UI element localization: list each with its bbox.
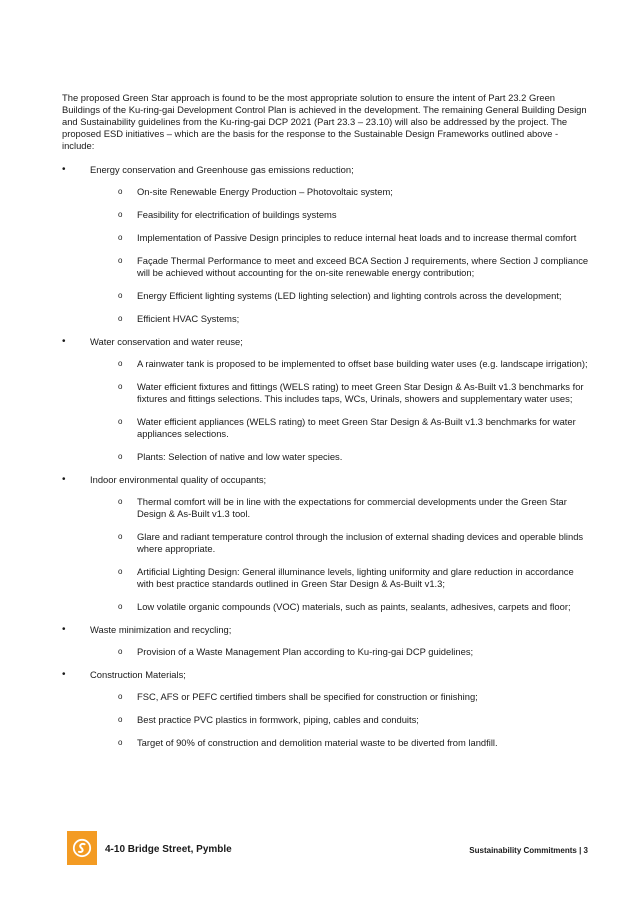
circle-bullet-icon: o (118, 452, 123, 461)
logo-icon (67, 831, 97, 865)
circle-bullet-icon: o (118, 567, 123, 576)
bullet-text: Indoor environmental quality of occupants; (90, 474, 267, 485)
bullet-text: Construction Materials; (90, 669, 186, 680)
bullet-list (62, 164, 590, 749)
sub-item-text: On-site Renewable Energy Production – Photovoltaic system; (137, 186, 393, 197)
sub-list-item (90, 496, 590, 520)
sub-list-item (90, 714, 590, 726)
bullet-icon: • (62, 474, 66, 485)
sub-list-item (90, 416, 590, 440)
circle-bullet-icon: o (118, 497, 123, 506)
circle-bullet-icon: o (118, 647, 123, 656)
circle-bullet-icon: o (118, 314, 123, 323)
sub-list (90, 186, 590, 325)
circle-bullet-icon: o (118, 187, 123, 196)
sub-item-text: Façade Thermal Performance to meet and exceed BCA Section J requirements, where Section J compliance will be achieved without accounting for the on-site renewable energy contribution; (137, 255, 589, 278)
sub-item-text: Water efficient fixtures and fittings (WELS rating) to meet Green Star Design & As-Built v1.3 benchmarks for fixtures and fittings selections. This includes taps, WCs, Urinals, showers and supplementary water uses; (137, 381, 584, 404)
sub-list-item (90, 691, 590, 703)
bullet-icon: • (62, 624, 66, 635)
sub-item-text: Artificial Lighting Design: General illuminance levels, lighting uniformity and glare reduction in accordance with best practice standards outlined in Green Star Design & As-Built v1.3; (137, 566, 574, 589)
sub-item-text: FSC, AFS or PEFC certified timbers shall be specified for construction or finishing; (137, 691, 478, 702)
sub-list (90, 496, 590, 613)
circle-bullet-icon: o (118, 210, 123, 219)
sub-list-item (90, 566, 590, 590)
list-item (62, 164, 590, 325)
circle-bullet-icon: o (118, 532, 123, 541)
sub-list-item (90, 646, 590, 658)
bullet-text: Energy conservation and Greenhouse gas emissions reduction; (90, 164, 354, 175)
sub-list (90, 691, 590, 749)
circle-bullet-icon: o (118, 291, 123, 300)
circle-bullet-icon: o (118, 738, 123, 747)
sub-item-text: Provision of a Waste Management Plan according to Ku-ring-gai DCP guidelines; (137, 646, 474, 657)
circle-bullet-icon: o (118, 256, 123, 265)
footer-address: 4-10 Bridge Street, Pymble (105, 844, 232, 855)
sub-item-text: Energy Efficient lighting systems (LED lighting selection) and lighting controls across the development; (137, 290, 562, 301)
sub-item-text: Thermal comfort will be in line with the expectations for commercial developments under the Green Star Design & As-Built v1.3 tool. (137, 496, 567, 519)
sub-item-text: Implementation of Passive Design principles to reduce internal heat loads and to increase thermal comfort (137, 232, 577, 243)
sub-list-item (90, 358, 590, 370)
circle-bullet-icon: o (118, 233, 123, 242)
sub-item-text: Water efficient appliances (WELS rating) to meet Green Star Design & As-Built v1.3 benchmarks for water appliances selections. (137, 416, 576, 439)
sub-list-item (90, 313, 590, 325)
circle-bullet-icon: o (118, 692, 123, 701)
footer-section-page: Sustainability Commitments | 3 (469, 846, 588, 855)
list-item (62, 474, 590, 613)
sub-item-text: Feasibility for electrification of buildings systems (137, 209, 337, 220)
sub-list-item (90, 381, 590, 405)
sub-list-item (90, 232, 590, 244)
sub-item-text: Best practice PVC plastics in formwork, piping, cables and conduits; (137, 714, 419, 725)
list-item (62, 669, 590, 749)
page-footer (67, 831, 588, 867)
sub-item-text: Target of 90% of construction and demolition material waste to be diverted from landfill. (137, 737, 498, 748)
bullet-icon: • (62, 669, 66, 680)
intro-paragraph: The proposed Green Star approach is found to be the most appropriate solution to ensure the intent of Part 23.2 Green Buildings of the Ku-ring-gai Development Control Plan is achieved in the development. The remaining General Building Design and Sustainability guidelines from the Ku-ring-gai DCP 2021 (Part 23.3 – 23.10) will also be addressed by the project. The proposed ESD initiatives – which are the basis for the response to the Sustainable Design Frameworks outlined above - include: (62, 92, 587, 151)
sub-item-text: A rainwater tank is proposed to be implemented to offset base building water uses (e.g. landscape irrigation); (137, 358, 588, 369)
logo-mark-icon (72, 838, 92, 858)
bullet-icon: • (62, 336, 66, 347)
circle-bullet-icon: o (118, 417, 123, 426)
bullet-text: Water conservation and water reuse; (90, 336, 243, 347)
sub-list-item (90, 255, 590, 279)
sub-item-text: Efficient HVAC Systems; (137, 313, 240, 324)
circle-bullet-icon: o (118, 715, 123, 724)
document-body (62, 92, 590, 760)
list-item (62, 336, 590, 463)
circle-bullet-icon: o (118, 602, 123, 611)
list-item (62, 624, 590, 658)
sub-list-item (90, 209, 590, 221)
sub-item-text: Plants: Selection of native and low water species. (137, 451, 343, 462)
bullet-icon: • (62, 164, 66, 175)
sub-list-item (90, 531, 590, 555)
sub-item-text: Glare and radiant temperature control through the inclusion of external shading devices and operable blinds where appropriate. (137, 531, 584, 554)
circle-bullet-icon: o (118, 359, 123, 368)
sub-list-item (90, 451, 590, 463)
sub-list-item (90, 290, 590, 302)
circle-bullet-icon: o (118, 382, 123, 391)
sub-list-item (90, 601, 590, 613)
sub-list-item (90, 737, 590, 749)
sub-list (90, 358, 590, 463)
bullet-text: Waste minimization and recycling; (90, 624, 232, 635)
sub-item-text: Low volatile organic compounds (VOC) materials, such as paints, sealants, adhesives, carpets and floor; (137, 601, 571, 612)
sub-list (90, 646, 590, 658)
sub-list-item (90, 186, 590, 198)
